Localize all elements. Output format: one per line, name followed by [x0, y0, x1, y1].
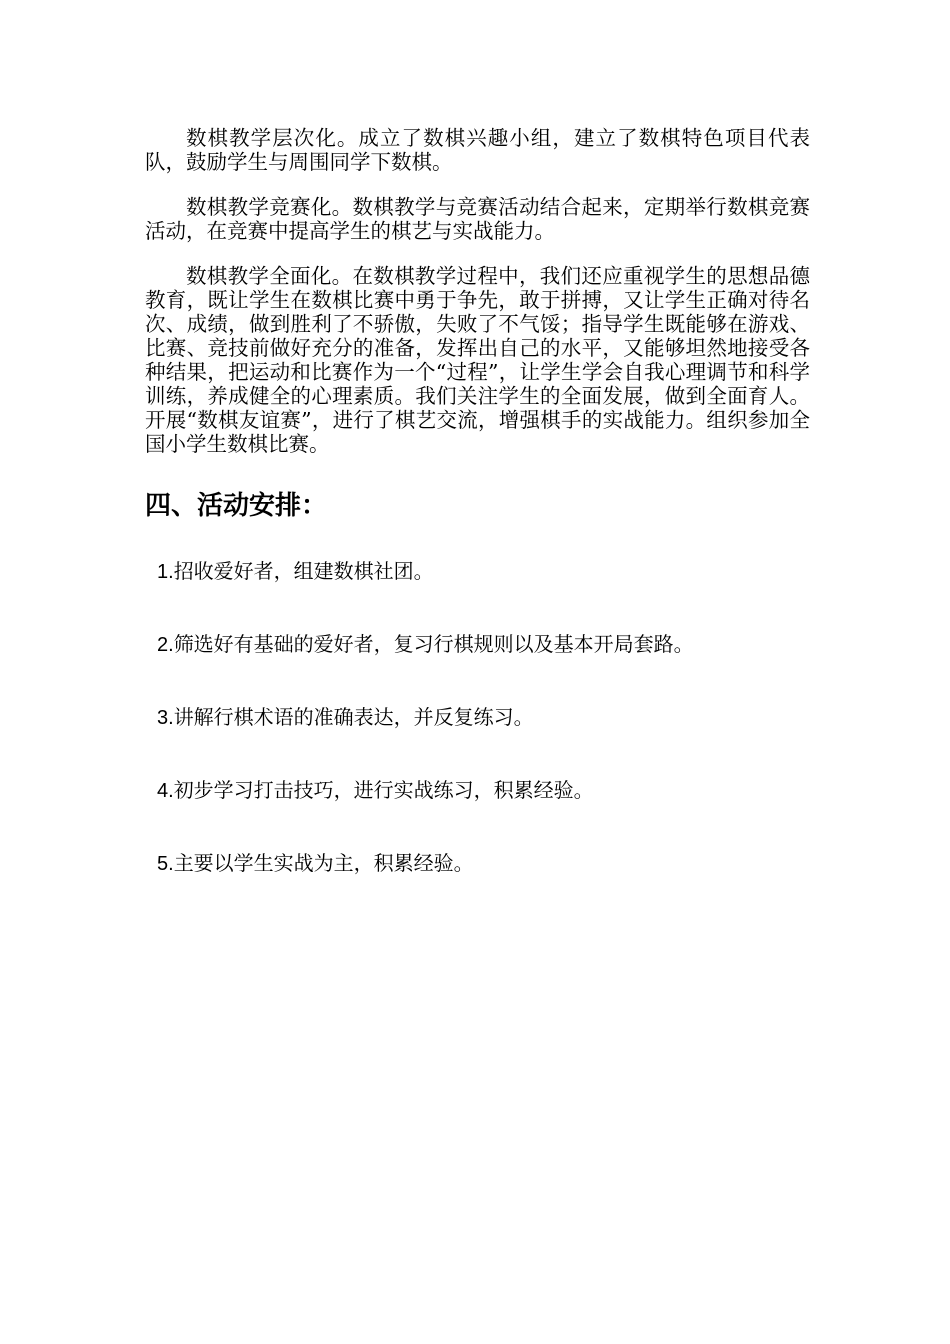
document-body [145, 126, 810, 922]
list-item [145, 557, 810, 630]
paragraph-comprehensive-teaching: 数棋教学全面化。在数棋教学过程中，我们还应重视学生的思想品德教育，既让学生在数棋比赛中勇于争先，敢于拼搏，又让学生正确对待名次、成绩，做到胜利了不骄傲，失败了不气馁；指导学生既能够在游戏、比赛、竞技前做好充分的准备，发挥出自己的水平，又能够坦然地接受各种结果，把运动和比赛作为一个“过程”，让学生学会自我心理调节和科学训练，养成健全的心理素质。我们关注学生的全面发展，做到全面育人。开展“数棋友谊赛”，进行了棋艺交流，增强棋手的实战能力。组织参加全国小学生数棋比赛。 [145, 264, 810, 456]
list-item-number: 2. [157, 634, 174, 656]
paragraph-competition-teaching: 数棋教学竞赛化。数棋教学与竞赛活动结合起来，定期举行数棋竞赛活动，在竞赛中提高学生的棋艺与实战能力。 [145, 195, 810, 243]
list-item-text: 主要以学生实战为主，积累经验。 [173, 851, 474, 875]
list-item-number: 1. [157, 561, 174, 583]
list-item-text: 招收爱好者，组建数棋社团。 [173, 559, 434, 583]
list-item [145, 849, 810, 922]
list-item-text: 讲解行棋术语的准确表达，并反复练习。 [173, 705, 534, 729]
list-item-number: 4. [157, 780, 174, 802]
list-item-text: 筛选好有基础的爱好者，复习行棋规则以及基本开局套路。 [173, 632, 694, 656]
list-item-number: 3. [157, 707, 174, 729]
list-item-text: 初步学习打击技巧，进行实战练习，积累经验。 [173, 778, 594, 802]
activity-list [145, 557, 810, 922]
list-item [145, 776, 810, 849]
list-item-number: 5. [157, 853, 174, 875]
paragraph-layered-teaching: 数棋教学层次化。成立了数棋兴趣小组，建立了数棋特色项目代表队，鼓励学生与周围同学下数棋。 [145, 126, 810, 174]
section-heading-activity-arrangement: 四、活动安排： [145, 491, 328, 521]
list-item [145, 630, 810, 703]
list-item [145, 703, 810, 776]
